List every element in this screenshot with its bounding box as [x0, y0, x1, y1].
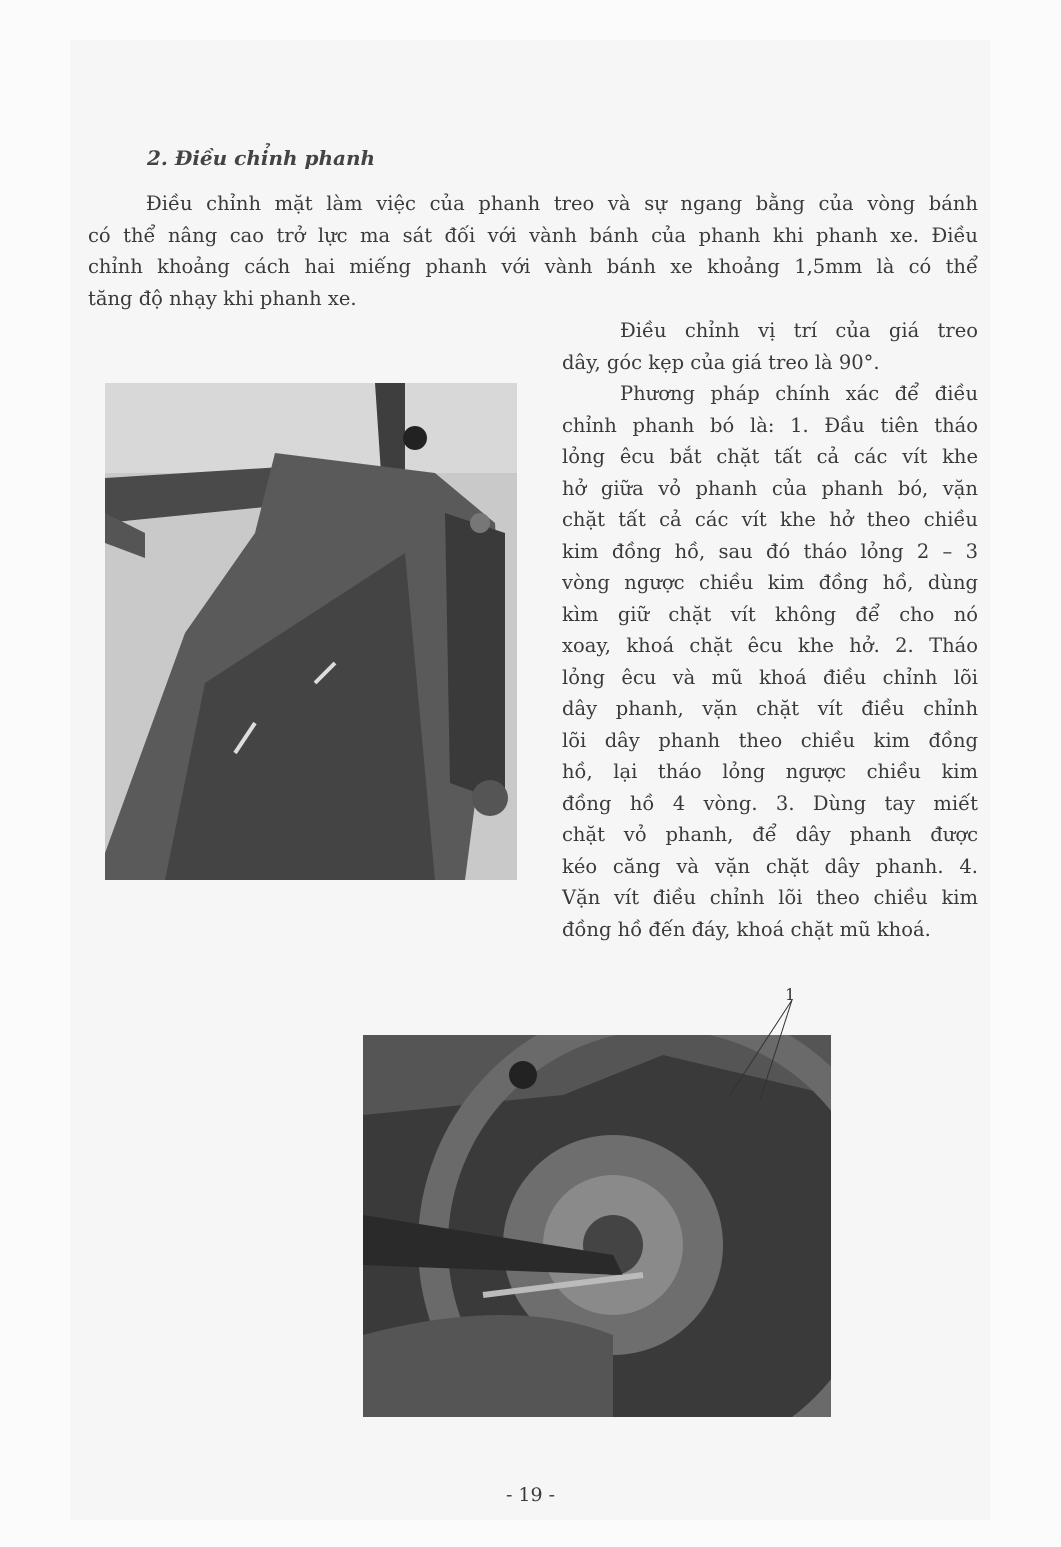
text-line: lỏng êcu và mũ khoá điều chỉnh lõi — [562, 665, 978, 689]
text-line: xoay, khoá chặt êcu khe hở. 2. Tháo — [562, 634, 978, 657]
text-line: Vặn vít điều chỉnh lõi theo chiều kim — [562, 886, 978, 909]
text-line: vòng ngược chiều kim đồng hồ, dùng — [562, 571, 978, 594]
text-line: hở giữa vỏ phanh của phanh bó, vặn — [562, 476, 978, 500]
brake-caliper-photo — [105, 383, 517, 880]
text-line: chỉnh phanh bó là: 1. Đầu tiên tháo — [562, 413, 978, 437]
callout-leader-lines — [700, 995, 810, 1105]
callout-label: 1 — [785, 985, 796, 1004]
section-heading: 2. Điều chỉnh phanh — [147, 146, 376, 170]
text-line: lõi dây phanh theo chiều kim đồng — [562, 728, 978, 752]
text-line: Điều chỉnh mặt làm việc của phanh treo và sự ngang bằng của vòng bánh — [146, 192, 978, 215]
text-line: tăng độ nhạy khi phanh xe. — [88, 286, 357, 310]
text-line: dây, góc kẹp của giá treo là 90°. — [562, 350, 880, 374]
text-line: Phương pháp chính xác để điều — [620, 382, 978, 405]
text-line: kìm giữ chặt vít không để cho nó — [562, 602, 978, 626]
text-line: Điều chỉnh vị trí của giá treo — [620, 319, 978, 342]
text-line: kim đồng hồ, sau đó tháo lỏng 2 – 3 — [562, 539, 978, 563]
text-line: có thể nâng cao trở lực ma sát đối với vành bánh của phanh khi phanh xe. Điều — [88, 223, 978, 247]
text-line: đồng hồ 4 vòng. 3. Dùng tay miết — [562, 791, 978, 815]
text-line: chỉnh khoảng cách hai miếng phanh với vành bánh xe khoảng 1,5mm là có thể — [88, 255, 978, 278]
intro-paragraph — [88, 188, 978, 314]
text-line: chặt tất cả các vít khe hở theo chiều — [562, 508, 978, 531]
text-line: hồ, lại tháo lỏng ngược chiều kim — [562, 760, 978, 783]
text-line: dây phanh, vặn chặt vít điều chỉnh — [562, 697, 978, 720]
right-column-text — [562, 315, 978, 945]
page-number: - 19 - — [505, 1484, 556, 1506]
text-line: chặt vỏ phanh, để dây phanh được — [562, 823, 978, 846]
text-line: kéo căng và vặn chặt dây phanh. 4. — [562, 854, 978, 878]
text-line: đồng hồ đến đáy, khoá chặt mũ khoá. — [562, 917, 931, 941]
text-line: lỏng êcu bắt chặt tất cả các vít khe — [562, 445, 978, 468]
